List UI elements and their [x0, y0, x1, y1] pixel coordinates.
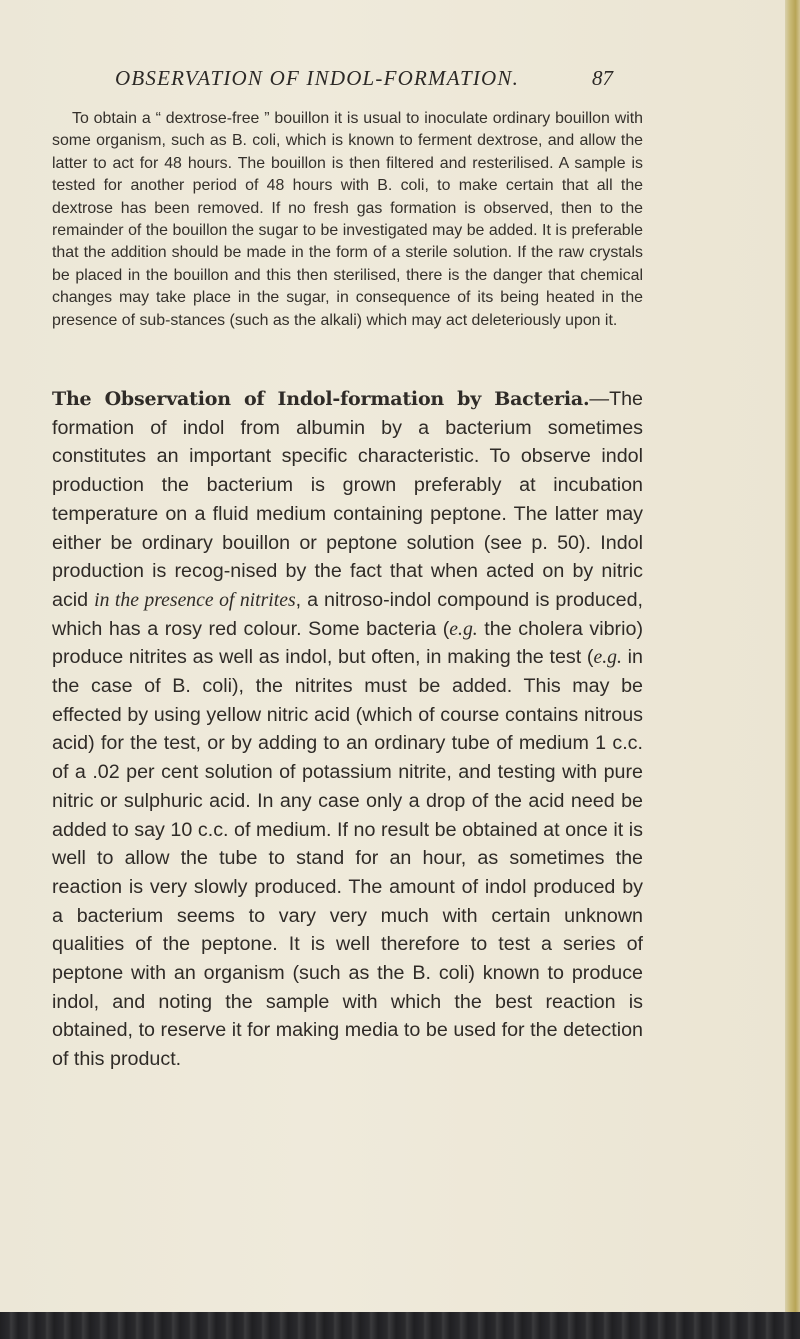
paragraph-dextrose-free-bouillon: To obtain a “ dextrose-free ” bouillon it is usual to inoculate ordinary bouillon with some organism, such as B. coli, which is known to ferment dextrose, and allow the latter to act for 48 hours. The bouillon is then filtered and resterilised. A sample is tested for another period of 48 hours with B. coli, to make certain that all the dextrose has been removed. If no fresh gas formation is observed, then to the remainder of the bouillon the sugar to be investigated may be added. It is preferable that the addition should be made in the form of a sterile solution. If the raw crystals be placed in the bouillon and this then sterilised, there is the danger that chemical changes may take place in the sugar, in consequence of its being heated in the presence of sub-stances (such as the alkali) which may act deleteriously upon it.: [52, 110, 643, 329]
paragraph-text: the cholera vibrio) produce nitrites as well as indol, but often, in making the test (: [52, 617, 643, 669]
paragraph-indol-formation: [52, 385, 643, 1074]
paragraph-text: —The formation of indol from albumin by a bacterium sometimes constitutes an important specific characteristic. To observe indol production the bacterium is grown preferably at incubation temperature on a fluid medium containing peptone. The latter may either be ordinary bouillon or peptone solution (see p. 50). Indol production is recog-nised by the fact that when acted on by nitric acid: [52, 388, 643, 611]
italic-abbreviation: e.g.: [593, 646, 622, 669]
page-header: [0, 66, 785, 96]
paragraph-text: in the case of B. coli), the nitrites must be added. This may be effected by using yellow nitric acid (which of course contains nitrous acid) for the test, or by adding to an ordinary tube of medium 1 c.c. of a .02 per cent solution of potassium nitrite, and testing with pure nitric or sulphuric acid. In any case only a drop of the acid need be added to say 10 c.c. of medium. If no result be obtained at once it is well to allow the tube to stand for an hour, as sometimes the reaction is very slowly produced. The amount of indol produced by a bacterium seems to vary very much with certain unknown qualities of the peptone. It is well therefore to test a series of peptone with an organism (such as the B. coli) known to produce indol, and noting the sample with which the best reaction is obtained, to reserve it for making media to be used for the detection of this product.: [52, 646, 643, 1071]
scan-bottom-band: [0, 1312, 800, 1339]
section-heading: The Observation of Indol-formation by Bacteria.: [52, 388, 590, 410]
running-title: OBSERVATION OF INDOL-FORMATION.: [115, 66, 520, 90]
italic-phrase: in the presence of nitrites: [94, 588, 296, 611]
paragraph-text: , a nitroso-indol compound is produced, which has a rosy red colour. Some bacteria (: [52, 588, 643, 640]
page-edge: [785, 0, 800, 1339]
page-number: 87: [592, 66, 613, 90]
italic-abbreviation: e.g.: [449, 617, 478, 640]
